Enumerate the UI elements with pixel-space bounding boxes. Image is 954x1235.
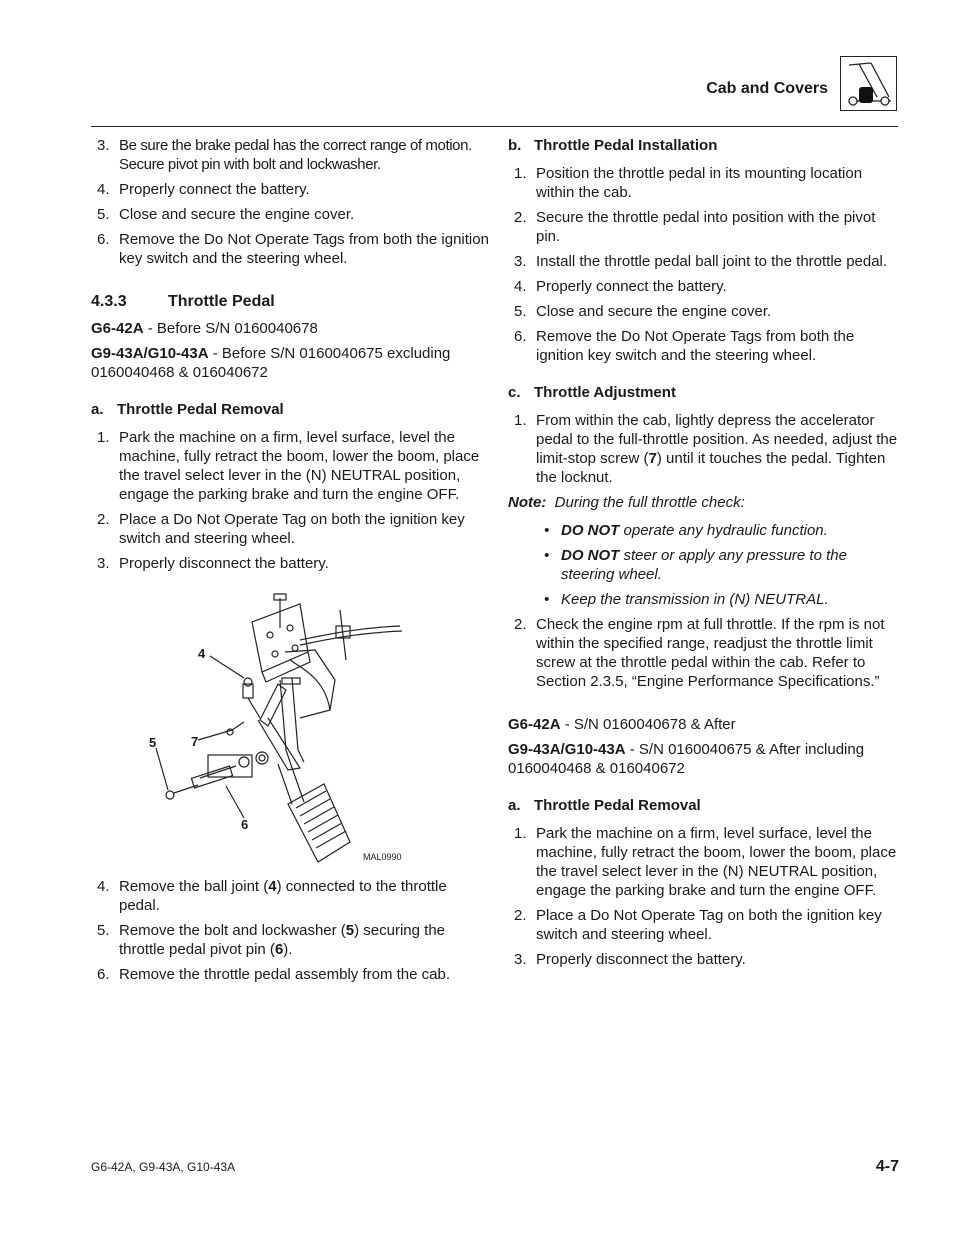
list-item: 6. Remove the Do Not Operate Tags from both the ignition key switch and the steering wheel.	[97, 231, 489, 267]
subsection-heading: c. Throttle Adjustment	[508, 384, 676, 401]
list-item: 5. Close and secure the engine cover.	[97, 206, 355, 223]
list-item: 3. Be sure the brake pedal has the correct range of motion. Secure pivot pin with bolt and lockwasher.	[97, 137, 472, 173]
right-column	[508, 136, 900, 975]
removal-steps-continued	[91, 877, 491, 984]
removal-steps	[508, 824, 900, 969]
subsection-heading: a. Throttle Pedal Removal	[91, 401, 284, 418]
list-item: 4. Properly connect the battery.	[97, 181, 310, 198]
install-steps	[508, 164, 900, 365]
subsection-heading: a. Throttle Pedal Removal	[508, 797, 701, 814]
list-item: 4. Remove the ball joint (4) connected to the throttle pedal.	[97, 878, 447, 914]
list-item: 1. From within the cab, lightly depress the accelerator pedal to the full-throttle position. As needed, adjust the limit-stop screw (7) until it touches the pedal. Tighten the locknut.	[514, 412, 898, 486]
section-heading: 4.3.3 Throttle Pedal	[91, 293, 275, 310]
list-item: 6. Remove the throttle pedal assembly from the cab.	[97, 966, 450, 983]
throttle-pedal-figure	[140, 590, 440, 870]
model-applicability: G6-42A - S/N 0160040678 & After	[508, 716, 736, 733]
adjustment-steps	[508, 411, 900, 487]
adjustment-steps-continued	[508, 615, 900, 691]
list-item: 1. Park the machine on a firm, level surface, level the machine, fully retract the boom, lower the boom, place the travel select lever in the (N) NEUTRAL position, engage the parking brake and turn the engine OFF.	[97, 429, 480, 503]
subsection-heading: b. Throttle Pedal Installation	[508, 137, 718, 154]
note-bullets	[508, 521, 900, 609]
callout-5: 5	[149, 735, 157, 750]
figure-code: MAL0990	[363, 852, 402, 862]
forklift-icon	[840, 56, 897, 111]
list-item: 6. Remove the Do Not Operate Tags from both the ignition key switch and the steering wheel.	[514, 328, 855, 364]
list-item: 4. Properly connect the battery.	[514, 278, 727, 295]
list-item: 2. Place a Do Not Operate Tag on both the ignition key switch and steering wheel.	[514, 907, 882, 943]
list-item: • Keep the transmission in (N) NEUTRAL.	[544, 591, 829, 608]
left-column-lower	[91, 877, 491, 990]
note: Note: During the full throttle check:	[508, 494, 745, 511]
list-item: 1. Park the machine on a firm, level surface, level the machine, fully retract the boom, lower the boom, place the travel select lever in the (N) NEUTRAL position, engage the parking brake and turn the engine OFF.	[514, 825, 897, 899]
list-item: 2. Place a Do Not Operate Tag on both the ignition key switch and steering wheel.	[97, 511, 465, 547]
removal-steps	[91, 428, 491, 573]
list-item: 3. Install the throttle pedal ball joint to the throttle pedal.	[514, 253, 888, 270]
callout-6: 6	[241, 817, 249, 832]
list-item: 3. Properly disconnect the battery.	[97, 555, 329, 572]
continued-steps	[91, 136, 491, 268]
page-number: 4-7	[875, 1158, 899, 1175]
list-item: • DO NOT steer or apply any pressure to the steering wheel.	[544, 547, 847, 583]
list-item: 2. Secure the throttle pedal into position with the pivot pin.	[514, 209, 876, 245]
callout-7: 7	[191, 734, 199, 749]
footer-models: G6-42A, G9-43A, G10-43A	[91, 1160, 236, 1174]
list-item: • DO NOT operate any hydraulic function.	[544, 522, 828, 539]
callout-4: 4	[198, 646, 206, 661]
list-item: 5. Remove the bolt and lockwasher (5) securing the throttle pedal pivot pin (6).	[97, 922, 446, 958]
page-section-title: Cab and Covers	[706, 80, 828, 97]
list-item: 3. Properly disconnect the battery.	[514, 951, 746, 968]
model-applicability: G9-43A/G10-43A - S/N 0160040675 & After including 0160040468 & 016040672	[508, 741, 865, 777]
list-item: 1. Position the throttle pedal in its mounting location within the cab.	[514, 165, 863, 201]
model-applicability: G6-42A - Before S/N 0160040678	[91, 320, 318, 337]
list-item: 5. Close and secure the engine cover.	[514, 303, 772, 320]
left-column	[91, 136, 491, 579]
header-rule	[91, 126, 898, 127]
model-applicability: G9-43A/G10-43A - Before S/N 0160040675 excluding 0160040468 & 016040672	[91, 345, 451, 381]
list-item: 2. Check the engine rpm at full throttle. If the rpm is not within the specified range, readjust the throttle limit screw at the throttle pedal within the cab. Refer to Section 2.3.5, “Engine Performance Specifications.”	[514, 616, 885, 690]
